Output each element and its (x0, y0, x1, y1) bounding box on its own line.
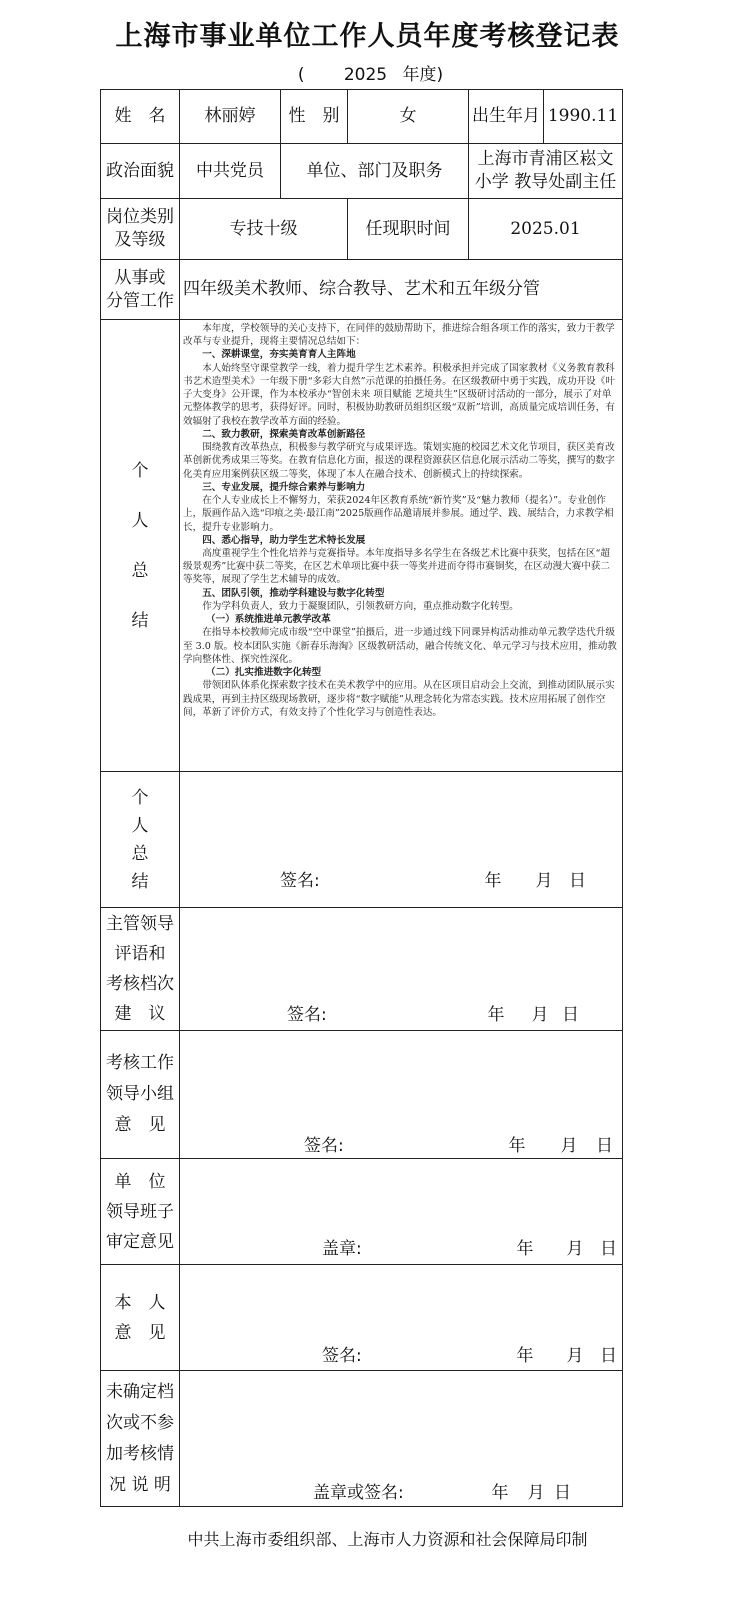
year-label: 年度) (402, 65, 444, 85)
leader-label-line: 主管领导 (106, 914, 174, 934)
unit-sign-text: 盖章: (322, 1239, 362, 1259)
politics-label: 政治面貌 (101, 144, 180, 199)
group-sign-text: 签名: (304, 1136, 344, 1156)
work-row (101, 260, 623, 320)
summary-heading: 一、深耕课堂，夯实美育育人主阵地 (202, 349, 356, 361)
personal-sign-label (101, 772, 180, 908)
date-day-label: 日 (562, 1005, 579, 1025)
group-label-line: 意 见 (114, 1115, 166, 1135)
leader-label-line: 评语和 (114, 944, 166, 964)
post-label-line2: 及等级 (114, 230, 166, 250)
birth-value[interactable]: 1990.11 (544, 90, 623, 144)
date-year-label: 年 (516, 1346, 534, 1366)
unit-label-line: 审定意见 (106, 1231, 174, 1252)
personal-sign-date (467, 870, 586, 893)
date-month-label: 月 (531, 1005, 549, 1025)
work-label (101, 260, 180, 320)
unit-value-line1: 上海市青浦区崧文 (477, 149, 614, 170)
leader-sign-label (101, 908, 180, 1031)
gender-value[interactable]: 女 (348, 90, 469, 144)
summary-paragraph: 本人始终坚守课堂教学一线，着力提升学生艺术素养。积极承担并完成了国家教材《义务教育教科书艺术造型美术》一年级下册“多彩大自然”示范课的拍摄任务。在区级教研中勇于实践，成功开设《叶子大变身》公开课，作为本校承办“智创未来 项目赋能 艺境共生”区级研讨活动的一部分，展示了对单元整体教学的思考，获得好评。同时，积极协助教研员组织区级“双新”培训，高质量完成培训任务，有效辐射了我校在教学改革方面的经验。 (183, 362, 615, 427)
personal-label-char: 个 (131, 787, 149, 808)
group-sign-row (101, 1031, 623, 1159)
unit-sign-row (101, 1159, 623, 1265)
unit-label: 单位、部门及职务 (281, 144, 469, 199)
date-month-label: 月 (560, 1136, 578, 1156)
unit-sign-area[interactable] (180, 1159, 623, 1265)
summary-heading: 二、致力教研，探索美育改革创新路径 (202, 428, 366, 440)
summary-paragraph: 在指导本校教师完成市级“空中课堂”拍摄后，进一步通过线下同课异构活动推动单元教学迭代升级至 3.0 版。校本团队实施《新春乐海淘》区级教研活动，融合传统文化、单元学习与技术应用，推动教学向整体性、探究性深化。 (183, 627, 617, 665)
name-label: 姓 名 (101, 90, 180, 144)
political-row (101, 144, 623, 199)
undetermined-sign-area[interactable] (180, 1371, 623, 1507)
undetermined-label-line: 次或不参 (106, 1412, 174, 1433)
undetermined-label-line: 未确定档 (106, 1381, 174, 1402)
undetermined-label-line: 加考核情 (106, 1443, 174, 1464)
summary-heading: （二）扎实推进数字化转型 (206, 667, 322, 679)
work-value[interactable]: 四年级美术教师、综合教导、艺术和五年级分管 (180, 260, 623, 320)
unit-label-line: 单 位 (114, 1171, 166, 1192)
name-value[interactable]: 林丽婷 (180, 90, 281, 144)
summary-label-char: 个 (131, 460, 149, 481)
undetermined-row (101, 1371, 623, 1507)
summary-row (101, 320, 623, 772)
date-day-label: 日 (600, 1239, 617, 1259)
unit-sign-label (101, 1159, 180, 1265)
summary-paragraph: 在个人专业成长上不懈努力，荣获2024年区教育系统“新竹奖”及“魅力教师（提名）”。专业创作上，版画作品入选“印痕之美·最江南”2025版画作品邀请展并参展。通过学、践、展结合，力求教学相长，提升专业影响力。 (183, 495, 614, 533)
summary-heading: （一）系统推进单元教学改革 (206, 614, 331, 626)
date-month-label: 月 (566, 1346, 584, 1366)
leader-sign-text: 签名: (287, 1005, 327, 1025)
post-value[interactable]: 专技十级 (180, 199, 348, 260)
leader-sign-date (474, 1004, 579, 1027)
summary-paragraph: 高度重视学生个性化培养与竞赛指导。本年度指导多名学生在各级艺术比赛中获奖，包括在区“超级景观秀”比赛中获二等奖，在区艺术单项比赛中获一等奖并进而夺得市赛铜奖，在区动漫大赛中获二等奖等，展现了学生艺术辅导的成效。 (183, 547, 611, 586)
date-month-label: 月 (527, 1483, 545, 1503)
undetermined-sign-text: 盖章或签名: (313, 1483, 404, 1503)
group-sign-label (101, 1031, 180, 1159)
post-label-line1: 岗位类别 (106, 207, 174, 228)
date-day-label: 日 (554, 1483, 571, 1503)
summary-heading: 五、团队引领，推动学科建设与数字化转型 (202, 587, 385, 599)
summary-label-char: 结 (131, 610, 149, 631)
basic-info-row (101, 90, 623, 144)
date-year-label: 年 (508, 1136, 526, 1156)
tenure-label: 任现职时间 (348, 199, 469, 260)
summary-label-char: 总 (131, 560, 149, 581)
undetermined-label (101, 1371, 180, 1507)
form-footer: 中共上海市委组织部、上海市人力资源和社会保障局印制 (187, 1530, 588, 1549)
undetermined-sign-date (482, 1482, 571, 1505)
date-year-label: 年 (487, 1005, 505, 1025)
self-sign-row (101, 1265, 623, 1371)
work-label-line1: 从事或 (114, 267, 166, 288)
registration-table (100, 89, 623, 1507)
unit-sign-date (500, 1238, 617, 1261)
summary-heading: 三、专业发展，提升综合素养与影响力 (202, 481, 366, 493)
leader-label-line: 建 议 (114, 1004, 166, 1024)
year-paren-open: ( (297, 65, 305, 85)
summary-paragraph: 本年度，学校领导的关心支持下，在同伴的鼓励帮助下，推进综合组各项工作的落实，致力于教学改革与专业提升，现将主要情况总结如下： (183, 323, 615, 348)
personal-label-char: 结 (131, 871, 149, 892)
personal-sign-area[interactable] (180, 772, 623, 908)
date-month-label: 月 (535, 871, 553, 891)
summary-label-char: 人 (131, 510, 149, 531)
summary-heading: 四、悉心指导，助力学生艺术特长发展 (202, 534, 366, 546)
unit-label-line: 领导班子 (106, 1201, 174, 1222)
undetermined-label-line: 况 说 明 (109, 1474, 171, 1495)
date-year-label: 年 (491, 1483, 509, 1503)
self-label-line: 意 见 (114, 1322, 166, 1343)
self-sign-area[interactable] (180, 1265, 623, 1371)
gender-label: 性 别 (281, 90, 348, 144)
group-sign-area[interactable] (180, 1031, 623, 1159)
date-year-label: 年 (484, 871, 502, 891)
self-sign-text: 签名: (322, 1346, 362, 1366)
date-day-label: 日 (600, 1346, 617, 1366)
birth-label: 出生年月 (469, 90, 544, 144)
group-label-line: 考核工作 (106, 1053, 174, 1073)
leader-sign-area[interactable] (180, 908, 623, 1031)
group-sign-date (492, 1135, 613, 1158)
summary-paragraph: 围绕教育改革热点，积极参与教学研究与成果评选。策划实施的校园艺术文化节项目，获区美育改革创新优秀成果三等奖。在教育信息化方面，报送的课程资源获区信息化展示活动二等奖，撰写的数字化美育应用案例获区级二等奖，体现了本人在融合技术、创新模式上的持续探索。 (183, 442, 615, 480)
summary-label (101, 320, 180, 772)
self-label-line: 本 人 (114, 1292, 166, 1313)
unit-value-line2: 小学 教导处副主任 (474, 172, 617, 192)
date-day-label: 日 (596, 1136, 613, 1156)
leader-sign-row (101, 908, 623, 1031)
date-year-label: 年 (516, 1239, 534, 1259)
summary-paragraph: 带领团队体系化探索数字技术在美术教学中的应用。从在区项目启动会上交流，到推动团队展示实践成果，再到主持区级现场教研，逐步将“数字赋能”从理念转化为常态实践。技术应用拓展了创作空间，革新了评价方式，有效支持了个性化学习与创造性表达。 (183, 680, 615, 718)
leader-label-line: 考核档次 (106, 974, 174, 994)
form-year-line (0, 60, 735, 85)
self-sign-label (101, 1265, 180, 1371)
form-title: 上海市事业单位工作人员年度考核登记表 (115, 21, 620, 52)
personal-sign-row (101, 772, 623, 908)
tenure-value[interactable]: 2025.01 (469, 199, 623, 260)
group-label-line: 领导小组 (106, 1084, 174, 1104)
summary-paragraph: 作为学科负责人，致力于凝聚团队，引领教研方向，重点推动数字化转型。 (202, 600, 519, 612)
personal-sign-text: 签名: (280, 871, 320, 891)
self-sign-date (500, 1345, 617, 1368)
post-label (101, 199, 180, 260)
date-day-label: 日 (569, 871, 586, 891)
politics-value[interactable]: 中共党员 (180, 144, 281, 199)
date-month-label: 月 (566, 1239, 584, 1259)
post-row (101, 199, 623, 260)
work-label-line2: 分管工作 (106, 290, 174, 311)
year-value: 2025 (343, 65, 388, 85)
unit-value[interactable] (469, 144, 623, 199)
summary-content[interactable] (180, 320, 623, 772)
personal-label-char: 人 (131, 815, 149, 836)
personal-label-char: 总 (131, 843, 149, 864)
